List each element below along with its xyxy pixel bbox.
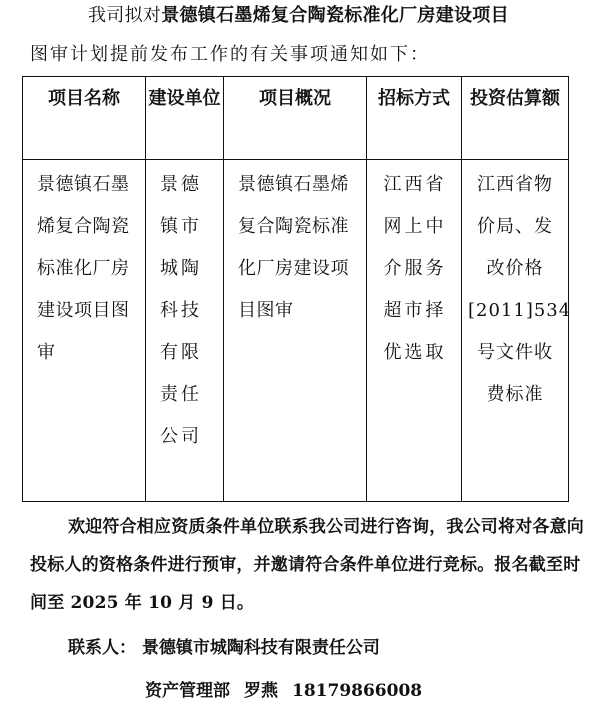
- header-overview: 项目概况: [224, 77, 367, 160]
- contact-person: 罗燕: [244, 681, 278, 701]
- contact-company: 景德镇市城陶科技有限责任公司: [141, 638, 380, 658]
- body-paragraph: 欢迎符合相应资质条件单位联系我公司进行咨询，我公司将对各意向投标人的资格条件进行预审，并邀请符合条件单位进行竞标。报名截至时间至 2025 年 10 月 9 日。: [30, 517, 584, 613]
- header-build-unit: 建设单位: [146, 77, 224, 160]
- project-table: [22, 76, 572, 502]
- department-line: [145, 680, 436, 702]
- cell-project-name: 景德镇石墨烯复合陶瓷标准化厂房建设项目图审: [23, 160, 146, 502]
- intro-prefix: 我司拟对: [88, 5, 162, 26]
- header-estimate: 投资估算额: [462, 77, 569, 160]
- contact-line: [68, 637, 380, 659]
- department-name: 资产管理部: [145, 681, 230, 701]
- contact-label: 联系人：: [68, 638, 136, 658]
- header-bid-method: 招标方式: [367, 77, 462, 160]
- intro-line-2: 图审计划提前发布工作的有关事项通知如下：: [30, 44, 430, 65]
- table-header-row: [23, 77, 569, 160]
- intro-line-1: [88, 5, 509, 27]
- contact-phone: 18179866008: [292, 681, 423, 701]
- cell-estimate: 江西省物价局、发改价格[2011]534号文件收费标准: [462, 160, 569, 502]
- table-row: [23, 160, 569, 502]
- header-project-name: 项目名称: [23, 77, 146, 160]
- cell-bid-method: 江西省网上中介服务超市择优选取: [367, 160, 462, 502]
- intro-project-name: 景德镇石墨烯复合陶瓷标准化厂房建设项目: [161, 5, 509, 26]
- cell-overview: 景德镇石墨烯复合陶瓷标准化厂房建设项目图审: [224, 160, 367, 502]
- cell-build-unit: 景德镇市城陶科技有限责任公司: [146, 160, 224, 502]
